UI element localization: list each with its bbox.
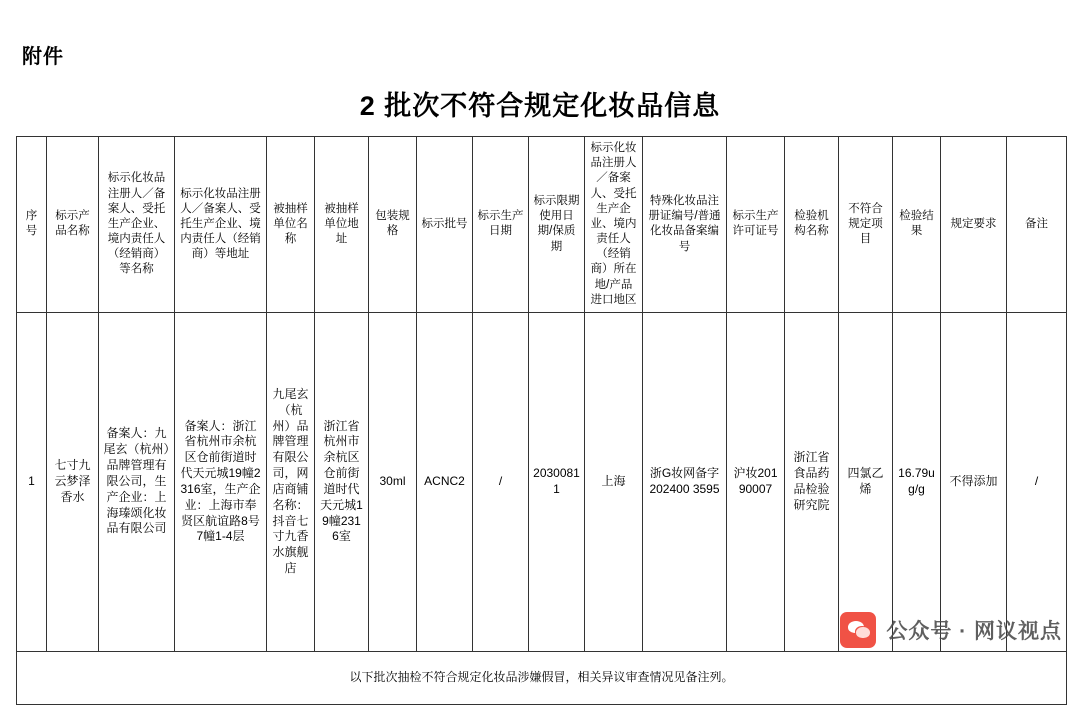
col-header-index: 序号 <box>17 137 47 313</box>
col-header-region: 标示化妆品注册人／备案人、受托生产企业、境内责任人（经销商）所在地/产品进口地区 <box>585 137 643 313</box>
wechat-logo-icon <box>840 612 876 648</box>
col-header-package-spec: 包装规格 <box>369 137 417 313</box>
cell-expiry-date: 20300811 <box>529 312 585 651</box>
cell-registration-number: 浙G妆网备字202400 3595 <box>643 312 727 651</box>
table-row <box>17 312 1067 651</box>
table-header <box>17 137 1067 313</box>
cell-nonconforming-item: 四氯乙烯 <box>839 312 893 651</box>
watermark <box>840 612 1062 648</box>
col-header-registrant-name: 标示化妆品注册人／备案人、受托生产企业、境内责任人（经销商）等名称 <box>99 137 175 313</box>
col-header-sampled-unit-address: 被抽样单位地址 <box>315 137 369 313</box>
cell-batch-number: ACNC2 <box>417 312 473 651</box>
col-header-production-license: 标示生产许可证号 <box>727 137 785 313</box>
cell-sampled-unit-address: 浙江省杭州市余杭区仓前街道时代天元城19幢2316室 <box>315 312 369 651</box>
cell-remark: / <box>1007 312 1067 651</box>
col-header-production-date: 标示生产日期 <box>473 137 529 313</box>
col-header-expiry-date: 标示限期使用日期/保质期 <box>529 137 585 313</box>
cell-inspection-result: 16.79ug/g <box>893 312 941 651</box>
cell-package-spec: 30ml <box>369 312 417 651</box>
table-footnote: 以下批次抽检不符合规定化妆品涉嫌假冒，相关异议审查情况见备注列。 <box>17 651 1067 704</box>
cell-production-license: 沪妆20190007 <box>727 312 785 651</box>
col-header-product-name: 标示产品名称 <box>47 137 99 313</box>
cell-inspection-agency: 浙江省食品药品检验研究院 <box>785 312 839 651</box>
col-header-registration-number: 特殊化妆品注册证编号/普通化妆品备案编号 <box>643 137 727 313</box>
cell-registrant-name: 备案人：九尾玄（杭州）品牌管理有限公司，生产企业：上海瑧颂化妆品有限公司 <box>99 312 175 651</box>
cell-requirement: 不得添加 <box>941 312 1007 651</box>
col-header-nonconforming-item: 不符合规定项目 <box>839 137 893 313</box>
col-header-inspection-agency: 检验机构名称 <box>785 137 839 313</box>
col-header-requirement: 规定要求 <box>941 137 1007 313</box>
table-header-row <box>17 137 1067 313</box>
cell-registrant-address: 备案人：浙江省杭州市余杭区仓前街道时代天元城19幢2316室，生产企业：上海市奉贤区航谊路8号7幢1-4层 <box>175 312 267 651</box>
col-header-batch-number: 标示批号 <box>417 137 473 313</box>
col-header-remark: 备注 <box>1007 137 1067 313</box>
cell-sampled-unit-name: 九尾玄（杭州）品牌管理有限公司，网店商铺名称：抖音七寸九香水旗舰店 <box>267 312 315 651</box>
col-header-registrant-address: 标示化妆品注册人／备案人、受托生产企业、境内责任人（经销商）等地址 <box>175 137 267 313</box>
attachment-label: 附件 <box>22 46 64 68</box>
cell-region: 上海 <box>585 312 643 651</box>
col-header-sampled-unit-name: 被抽样单位名称 <box>267 137 315 313</box>
cell-production-date: / <box>473 312 529 651</box>
cell-index: 1 <box>17 312 47 651</box>
col-header-inspection-result: 检验结果 <box>893 137 941 313</box>
watermark-text: 公众号 · 网议视点 <box>886 620 1062 643</box>
table-footnote-row <box>17 651 1067 704</box>
cell-product-name: 七寸九云梦泽香水 <box>47 312 99 651</box>
page-title: 2 批次不符合规定化妆品信息 <box>359 91 721 121</box>
